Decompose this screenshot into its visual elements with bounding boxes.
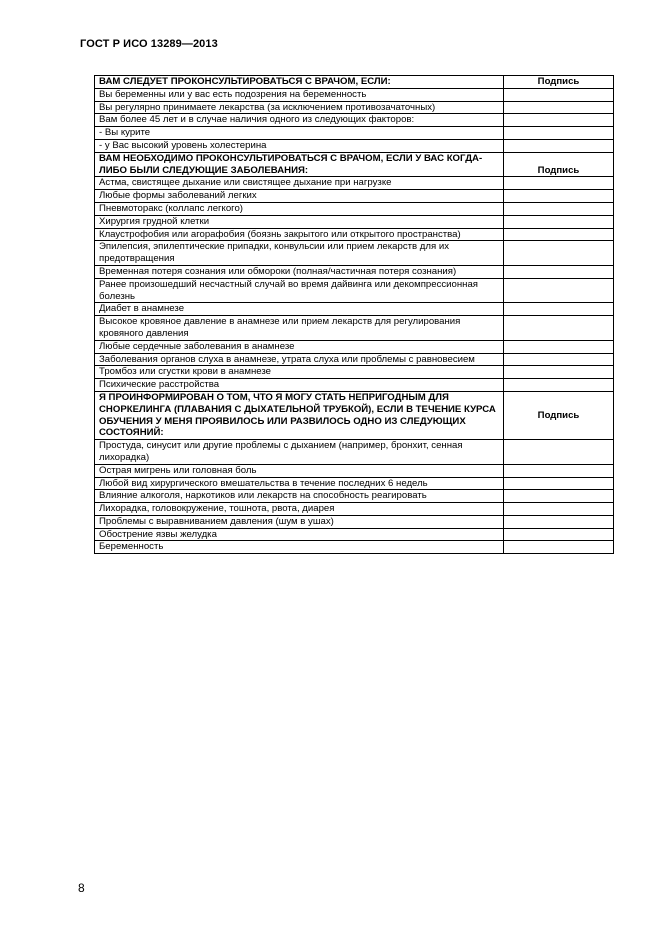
table-row	[95, 379, 614, 392]
condition-text: Высокое кровяное давление в анамнезе или прием лекарств для регулирования кровяного давления	[95, 316, 504, 341]
section-heading-row	[95, 76, 614, 89]
table-row	[95, 366, 614, 379]
signature-cell[interactable]	[504, 88, 614, 101]
condition-text: Проблемы с выравниванием давления (шум в ушах)	[95, 515, 504, 528]
condition-text: Эпилепсия, эпилептические припадки, конвульсии или прием лекарств для их предотвращения	[95, 241, 504, 266]
condition-text: Острая мигрень или головная боль	[95, 464, 504, 477]
signature-cell[interactable]	[504, 114, 614, 127]
section-heading: Я ПРОИНФОРМИРОВАН О ТОМ, ЧТО Я МОГУ СТАТЬ НЕПРИГОДНЫМ ДЛЯ СНОРКЕЛИНГА (ПЛАВАНИЯ С ДЫХАТЕЛЬНОЙ ТРУБКОЙ), ЕСЛИ В ТЕЧЕНИЕ КУРСА ОБУЧЕНИЯ У МЕНЯ ПРОЯВИЛОСЬ ИЛИ РАЗВИЛОСЬ ОДНО ИЗ СЛЕДУЮЩИХ СОСТОЯНИЙ:	[95, 391, 504, 439]
signature-cell[interactable]	[504, 528, 614, 541]
signature-cell[interactable]	[504, 101, 614, 114]
signature-cell[interactable]	[504, 241, 614, 266]
section-heading-row	[95, 391, 614, 439]
signature-cell[interactable]	[504, 127, 614, 140]
section-heading: ВАМ СЛЕДУЕТ ПРОКОНСУЛЬТИРОВАТЬСЯ С ВРАЧОМ, ЕСЛИ:	[95, 76, 504, 89]
signature-cell[interactable]	[504, 379, 614, 392]
signature-cell[interactable]	[504, 490, 614, 503]
condition-text: Тромбоз или сгустки крови в анамнезе	[95, 366, 504, 379]
condition-text: - у Вас высокий уровень холестерина	[95, 139, 504, 152]
table-row	[95, 88, 614, 101]
condition-text: Беременность	[95, 541, 504, 554]
condition-text: - Вы курите	[95, 127, 504, 140]
section-heading: ВАМ НЕОБХОДИМО ПРОКОНСУЛЬТИРОВАТЬСЯ С ВРАЧОМ, ЕСЛИ У ВАС КОГДА-ЛИБО БЫЛИ СЛЕДУЮЩИЕ ЗАБОЛЕВАНИЯ:	[95, 152, 504, 177]
signature-cell[interactable]	[504, 177, 614, 190]
signature-cell[interactable]	[504, 464, 614, 477]
table-row	[95, 528, 614, 541]
signature-cell[interactable]	[504, 265, 614, 278]
condition-text: Вы регулярно принимаете лекарства (за исключением противозачаточных)	[95, 101, 504, 114]
signature-cell[interactable]	[504, 228, 614, 241]
signature-column-header: Подпись	[504, 391, 614, 439]
signature-cell[interactable]	[504, 190, 614, 203]
condition-text: Обострение язвы желудка	[95, 528, 504, 541]
document-header: ГОСТ Р ИСО 13289—2013	[80, 38, 218, 50]
condition-text: Простуда, синусит или другие проблемы с дыханием (например, бронхит, сенная лихорадка)	[95, 440, 504, 465]
condition-text: Астма, свистящее дыхание или свистящее дыхание при нагрузке	[95, 177, 504, 190]
condition-text: Лихорадка, головокружение, тошнота, рвота, диарея	[95, 503, 504, 516]
table-row	[95, 190, 614, 203]
table-row	[95, 340, 614, 353]
table-row	[95, 241, 614, 266]
signature-cell[interactable]	[504, 303, 614, 316]
signature-cell[interactable]	[504, 215, 614, 228]
signature-cell[interactable]	[504, 366, 614, 379]
table-row	[95, 353, 614, 366]
table-row	[95, 265, 614, 278]
table-row	[95, 490, 614, 503]
medical-questionnaire-table	[94, 75, 614, 554]
table-row	[95, 464, 614, 477]
condition-text: Хирургия грудной клетки	[95, 215, 504, 228]
signature-cell[interactable]	[504, 541, 614, 554]
signature-cell[interactable]	[504, 316, 614, 341]
condition-text: Клаустрофобия или агорафобия (боязнь закрытого или открытого пространства)	[95, 228, 504, 241]
signature-column-header: Подпись	[504, 152, 614, 177]
table-row	[95, 139, 614, 152]
condition-text: Любой вид хирургического вмешательства в течение последних 6 недель	[95, 477, 504, 490]
table-row	[95, 101, 614, 114]
condition-text: Диабет в анамнезе	[95, 303, 504, 316]
signature-cell[interactable]	[504, 515, 614, 528]
table-row	[95, 114, 614, 127]
signature-cell[interactable]	[504, 503, 614, 516]
table-row	[95, 228, 614, 241]
table-row	[95, 477, 614, 490]
signature-cell[interactable]	[504, 440, 614, 465]
table-row	[95, 303, 614, 316]
table-row	[95, 316, 614, 341]
table-row	[95, 440, 614, 465]
table-row	[95, 515, 614, 528]
table-row	[95, 127, 614, 140]
page-number: 8	[78, 881, 85, 895]
signature-cell[interactable]	[504, 139, 614, 152]
condition-text: Вам более 45 лет и в случае наличия одного из следующих факторов:	[95, 114, 504, 127]
signature-column-header: Подпись	[504, 76, 614, 89]
condition-text: Любые формы заболеваний легких	[95, 190, 504, 203]
signature-cell[interactable]	[504, 202, 614, 215]
condition-text: Вы беременны или у вас есть подозрения на беременность	[95, 88, 504, 101]
signature-cell[interactable]	[504, 353, 614, 366]
condition-text: Любые сердечные заболевания в анамнезе	[95, 340, 504, 353]
table-row	[95, 503, 614, 516]
table-row	[95, 177, 614, 190]
condition-text: Влияние алкоголя, наркотиков или лекарств на способность реагировать	[95, 490, 504, 503]
table-row	[95, 215, 614, 228]
table-row	[95, 202, 614, 215]
table-row	[95, 278, 614, 303]
signature-cell[interactable]	[504, 340, 614, 353]
condition-text: Заболевания органов слуха в анамнезе, утрата слуха или проблемы с равновесием	[95, 353, 504, 366]
section-heading-row	[95, 152, 614, 177]
condition-text: Временная потеря сознания или обмороки (полная/частичная потеря сознания)	[95, 265, 504, 278]
condition-text: Психические расстройства	[95, 379, 504, 392]
condition-text: Пневмоторакс (коллапс легкого)	[95, 202, 504, 215]
signature-cell[interactable]	[504, 278, 614, 303]
signature-cell[interactable]	[504, 477, 614, 490]
condition-text: Ранее произошедший несчастный случай во время дайвинга или декомпрессионная болезнь	[95, 278, 504, 303]
table-row	[95, 541, 614, 554]
